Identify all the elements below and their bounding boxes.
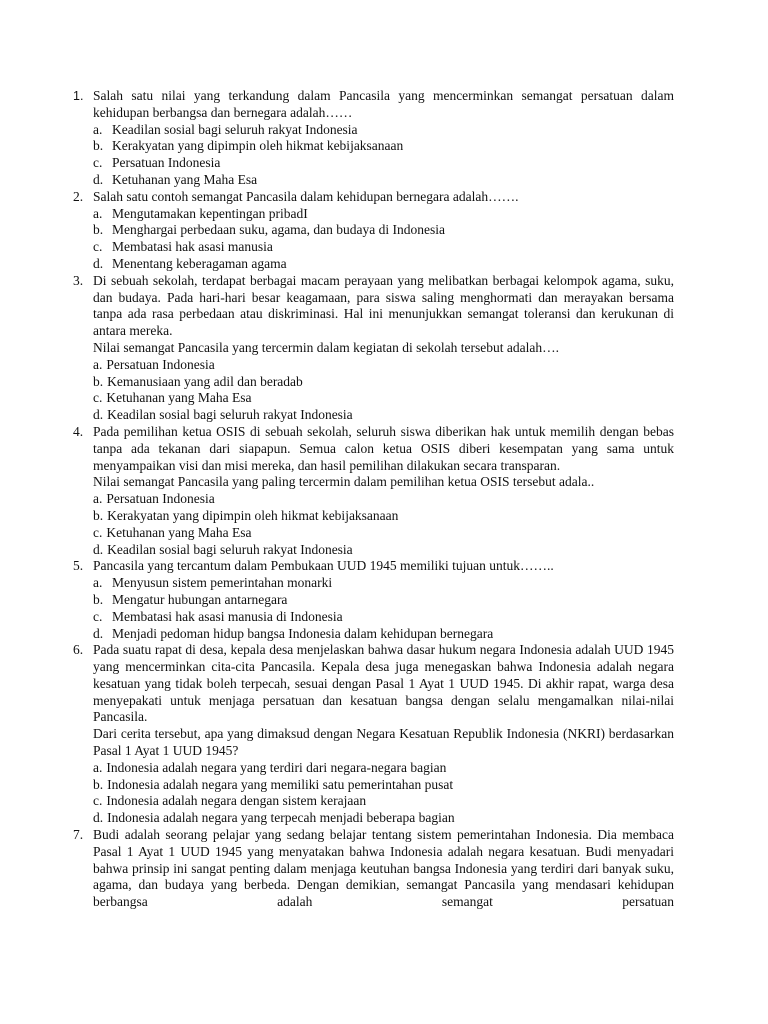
question-1 (64, 88, 674, 189)
option-text: Indonesia adalah negara yang memiliki satu pemerintahan pusat (107, 776, 454, 792)
option-letter: c. (93, 524, 103, 540)
option-d (93, 542, 674, 559)
question-text: Pada pemilihan ketua OSIS di sebuah sekolah, seluruh siswa diberikan hak untuk memilih dengan bebas tanpa ada tekanan dari siapapun. Semua calon ketua OSIS diberi kesempatan yang sama untuk menyampaikan visi dan misi mereka, dan hasil pemilihan dilakukan secara transparan. (93, 423, 674, 473)
question-prompt: Dari cerita tersebut, apa yang dimaksud dengan Negara Kesatuan Republik Indonesia (NKRI) berdasarkan Pasal 1 Ayat 1 UUD 1945? (93, 726, 674, 759)
option-text: Menjadi pedoman hidup bangsa Indonesia dalam kehidupan bernegara (112, 625, 494, 641)
option-letter: c. (93, 155, 103, 171)
option-c (93, 390, 674, 407)
option-b (93, 592, 674, 609)
question-text: Salah satu nilai yang terkandung dalam Pancasila yang mencerminkan semangat persatuan dalam kehidupan berbangsa dan bernegara adalah…… (93, 88, 674, 120)
option-b (93, 777, 674, 794)
question-number: 2. (73, 188, 84, 204)
option-d (93, 407, 674, 424)
question-text: Pancasila yang tercantum dalam Pembukaan UUD 1945 memiliki tujuan untuk…….. (93, 558, 554, 574)
question-body (93, 558, 674, 642)
question-body (93, 273, 674, 424)
option-b (93, 138, 674, 155)
option-text: Ketuhanan yang Maha Esa (106, 390, 252, 406)
option-c (93, 609, 674, 626)
option-text: Kerakyatan yang dipimpin oleh hikmat kebijaksanaan (107, 507, 399, 523)
option-b (93, 374, 674, 391)
option-letter: b. (93, 507, 104, 523)
option-letter: a. (93, 491, 103, 507)
option-text: Menyusun sistem pemerintahan monarki (112, 575, 333, 591)
option-text: Keadilan sosial bagi seluruh rakyat Indonesia (107, 541, 353, 557)
option-letter: d. (93, 407, 104, 423)
question-number: 4. (73, 423, 84, 439)
option-letter: a. (93, 121, 103, 137)
document-page (64, 88, 674, 911)
option-text: Persatuan Indonesia (106, 356, 215, 372)
option-letter: a. (93, 356, 103, 372)
question-body (93, 424, 674, 558)
option-text: Persatuan Indonesia (106, 491, 215, 507)
option-letter: a. (93, 759, 103, 775)
option-c (93, 793, 674, 810)
question-5 (64, 558, 674, 642)
option-letter: b. (93, 591, 104, 607)
option-text: Keadilan sosial bagi seluruh rakyat Indonesia (107, 407, 353, 423)
question-text: Salah satu contoh semangat Pancasila dalam kehidupan bernegara adalah……. (93, 188, 519, 204)
option-letter: b. (93, 138, 104, 154)
option-a (93, 760, 674, 777)
option-letter: d. (93, 255, 104, 271)
option-letter: c. (93, 390, 103, 406)
option-text: Kerakyatan yang dipimpin oleh hikmat kebijaksanaan (112, 138, 404, 154)
option-text: Indonesia adalah negara yang terdiri dari negara-negara bagian (106, 759, 447, 775)
option-letter: d. (93, 810, 104, 826)
option-letter: c. (93, 608, 103, 624)
option-letter: b. (93, 222, 104, 238)
option-text: Ketuhanan yang Maha Esa (112, 171, 258, 187)
question-2 (64, 189, 674, 273)
question-body (93, 642, 674, 827)
option-text: Indonesia adalah negara dengan sistem kerajaan (106, 793, 367, 809)
option-text: Membatasi hak asasi manusia di Indonesia (112, 608, 343, 624)
option-c (93, 155, 674, 172)
option-text: Menentang keberagaman agama (112, 255, 287, 271)
option-letter: d. (93, 541, 104, 557)
question-number: 1. (73, 89, 84, 103)
option-letter: c. (93, 793, 103, 809)
option-letter: a. (93, 205, 103, 221)
question-number: 3. (73, 272, 84, 288)
question-number: 7. (73, 827, 84, 843)
question-prompt: Nilai semangat Pancasila yang paling tercermin dalam pemilihan ketua OSIS tersebut adala.. (93, 474, 595, 490)
option-a (93, 206, 674, 223)
question-4 (64, 424, 674, 558)
option-text: Membatasi hak asasi manusia (112, 239, 273, 255)
option-text: Ketuhanan yang Maha Esa (106, 524, 252, 540)
option-letter: b. (93, 373, 104, 389)
option-text: Indonesia adalah negara yang terpecah menjadi beberapa bagian (107, 810, 455, 826)
option-letter: d. (93, 171, 104, 187)
option-text: Mengatur hubungan antarnegara (112, 591, 288, 607)
option-a (93, 491, 674, 508)
question-text: Di sebuah sekolah, terdapat berbagai macam perayaan yang melibatkan berbagai kelompok agama, suku, dan budaya. Pada hari-hari besar keagamaan, para siswa saling menghormati dan merayakan bersama tanpa ada rasa perbedaan atau diskriminasi. Hal ini menunjukkan semangat toleransi dan kerukunan di antara mereka. (93, 272, 674, 339)
question-prompt: Nilai semangat Pancasila yang tercermin dalam kegiatan di sekolah tersebut adalah…. (93, 339, 559, 355)
option-b (93, 508, 674, 525)
option-d (93, 256, 674, 273)
option-a (93, 357, 674, 374)
option-letter: a. (93, 575, 103, 591)
option-text: Menghargai perbedaan suku, agama, dan budaya di Indonesia (112, 222, 446, 238)
question-number: 6. (73, 642, 84, 658)
option-d (93, 626, 674, 643)
question-6 (64, 642, 674, 827)
option-c (93, 525, 674, 542)
option-letter: c. (93, 239, 103, 255)
option-text: Mengutamakan kepentingan pribadI (112, 205, 308, 221)
question-body (93, 827, 674, 911)
question-7 (64, 827, 674, 911)
option-b (93, 222, 674, 239)
option-a (93, 122, 674, 139)
question-text: Budi adalah seorang pelajar yang sedang belajar tentang sistem pemerintahan Indonesia. Dia membaca Pasal 1 Ayat 1 UUD 1945 yang menyatakan bahwa Indonesia adalah negara kesatuan. Budi menyadari bahwa prinsip ini sangat penting dalam menjaga keutuhan bangsa Indonesia yang terdiri dari banyak suku, agama, dan budaya yang berbeda. Dengan demikian, semangat Pancasila yang mendasari kehidupan berbangsa adalah semangat persatuan (93, 827, 674, 910)
question-3 (64, 273, 674, 424)
option-d (93, 810, 674, 827)
option-letter: d. (93, 625, 104, 641)
option-d (93, 172, 674, 189)
option-text: Persatuan Indonesia (112, 155, 221, 171)
question-body (93, 88, 674, 189)
option-letter: b. (93, 776, 104, 792)
option-a (93, 575, 674, 592)
option-c (93, 239, 674, 256)
option-text: Kemanusiaan yang adil dan beradab (107, 373, 303, 389)
option-text: Keadilan sosial bagi seluruh rakyat Indonesia (112, 121, 358, 137)
question-body (93, 189, 674, 273)
question-number: 5. (73, 558, 84, 574)
question-text: Pada suatu rapat di desa, kepala desa menjelaskan bahwa dasar hukum negara Indonesia adalah UUD 1945 yang mencerminkan cita-cita Pancasila. Kepala desa juga menegaskan bahwa Indonesia adalah negara kesatuan yang tidak boleh terpecah, sesuai dengan Pasal 1 Ayat 1 UUD 1945. Di akhir rapat, warga desa menyepakati untuk menjaga persatuan dan kesatuan bangsa dengan selalu mengamalkan nilai-nilai Pancasila. (93, 642, 674, 725)
